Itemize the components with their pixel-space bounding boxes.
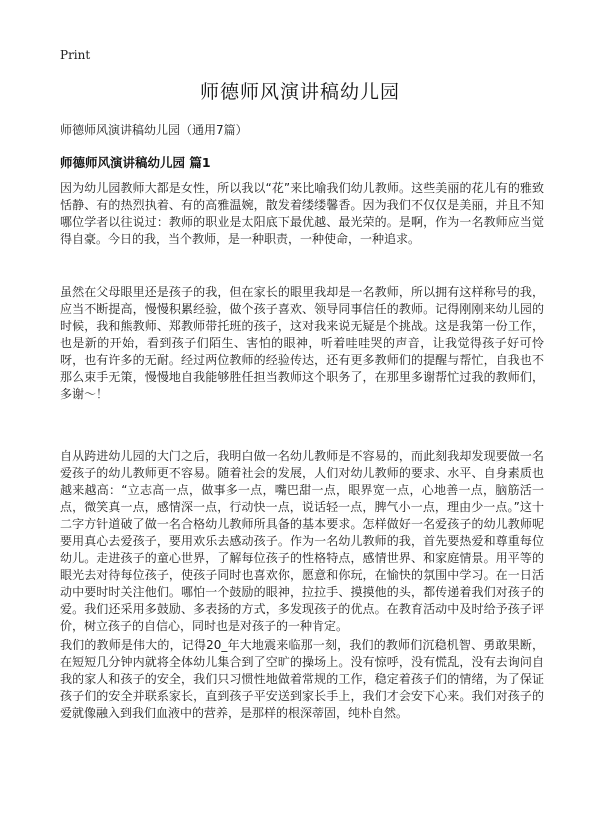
page-title: 师德师风演讲稿幼儿园 (199, 81, 400, 103)
section-heading: 师德师风演讲稿幼儿园 篇1 (60, 155, 211, 170)
document-subtitle: 师德师风演讲稿幼儿园（通用7篇） (60, 123, 248, 137)
paragraph-1: 因为幼儿园教师大都是女性，所以我以“花”来比喻我们幼儿教师。这些美丽的花儿有的雅致恬静、有的热烈执着、有的高雅温婉，散发着缕缕馨香。因为我们不仅仅是美丽，并且不知哪位学者以往说过：教师的职业是太阳底下最优越、最光荣的。是啊，作为一名教师应当觉得自豪。今日的我，当个教师，是一种职责，一种使命，一种追求。 (60, 181, 544, 246)
paragraph-3: 自从跨进幼儿园的大门之后，我明白做一名幼儿教师是不容易的，而此刻我却发现要做一名爱孩子的幼儿教师更不容易。随着社会的发展，人们对幼儿教师的要求、水平、自身素质也越来越高：“立志高一点，做事多一点，嘴巴甜一点，眼界宽一点，心地善一点，脑筋活一点，微笑真一点，感情深一点，行动快一点，说话轻一点，脾气小一点，理由少一点。”这十二字方针道破了做一名合格幼儿教师所具备的基本要求。怎样做好一名爱孩子的幼儿教师呢要用真心去爱孩子，要用欢乐去感动孩子。作为一名幼儿教师的我，首先要热爱和尊重每位幼儿。走进孩子的童心世界，了解每位孩子的性格特点，感情世界、和家庭情景。用平等的眼光去对待每位孩子，使孩子同时也喜欢你，愿意和你玩，在愉快的氛围中学习。在一日活动中要时时关注他们。哪怕一个鼓励的眼神，拉拉手、摸摸他的头，都传递着我们对孩子的爱。我们还采用多鼓励、多表扬的方式，多发现孩子的优点。在教育活动中及时给予孩子评价，树立孩子的自信心，同时也是对孩子的一种肯定。 (60, 449, 544, 633)
print-link[interactable]: Print (60, 48, 91, 62)
paragraph-2: 虽然在父母眼里还是孩子的我，但在家长的眼里我却是一名教师，所以拥有这样称号的我，应当不断提高，慢慢积累经验，做个孩子喜欢、领导同事信任的教师。记得刚刚来幼儿园的时候，我和熊教师、郑教师带托班的孩子，这对我来说无疑是个挑战。这是我第一份工作，也是新的开始，看到孩子们陌生、害怕的眼神，听着哇哇哭的声音，让我觉得孩子好可怜呀，也有许多的无耐。经过两位教师的经验传达，还有更多教师们的提醒与帮忙，自我也不那么束手无策，慢慢地自我能够胜任担当教师这个职务了，在那里多谢帮忙过我的教师们，多谢～！ (60, 285, 544, 401)
paragraph-4: 我们的教师是伟大的，记得20_年大地震来临那一刻，我们的教师们沉稳机智、勇敢果断，在短短几分钟内就将全体幼儿集合到了空旷的操场上。没有惊呼，没有慌乱，没有去询问自我的家人和孩子的安全，我们只习惯性地做着常规的工作，稳定着孩子们的情绪，为了保证孩子们的安全并联系家长，直到孩子平安送到家长手上，我们才会安下心来。我们对孩子的爱就像融入到我们血液中的营养，是那样的根深蒂固，纯朴自然。 (60, 638, 544, 720)
